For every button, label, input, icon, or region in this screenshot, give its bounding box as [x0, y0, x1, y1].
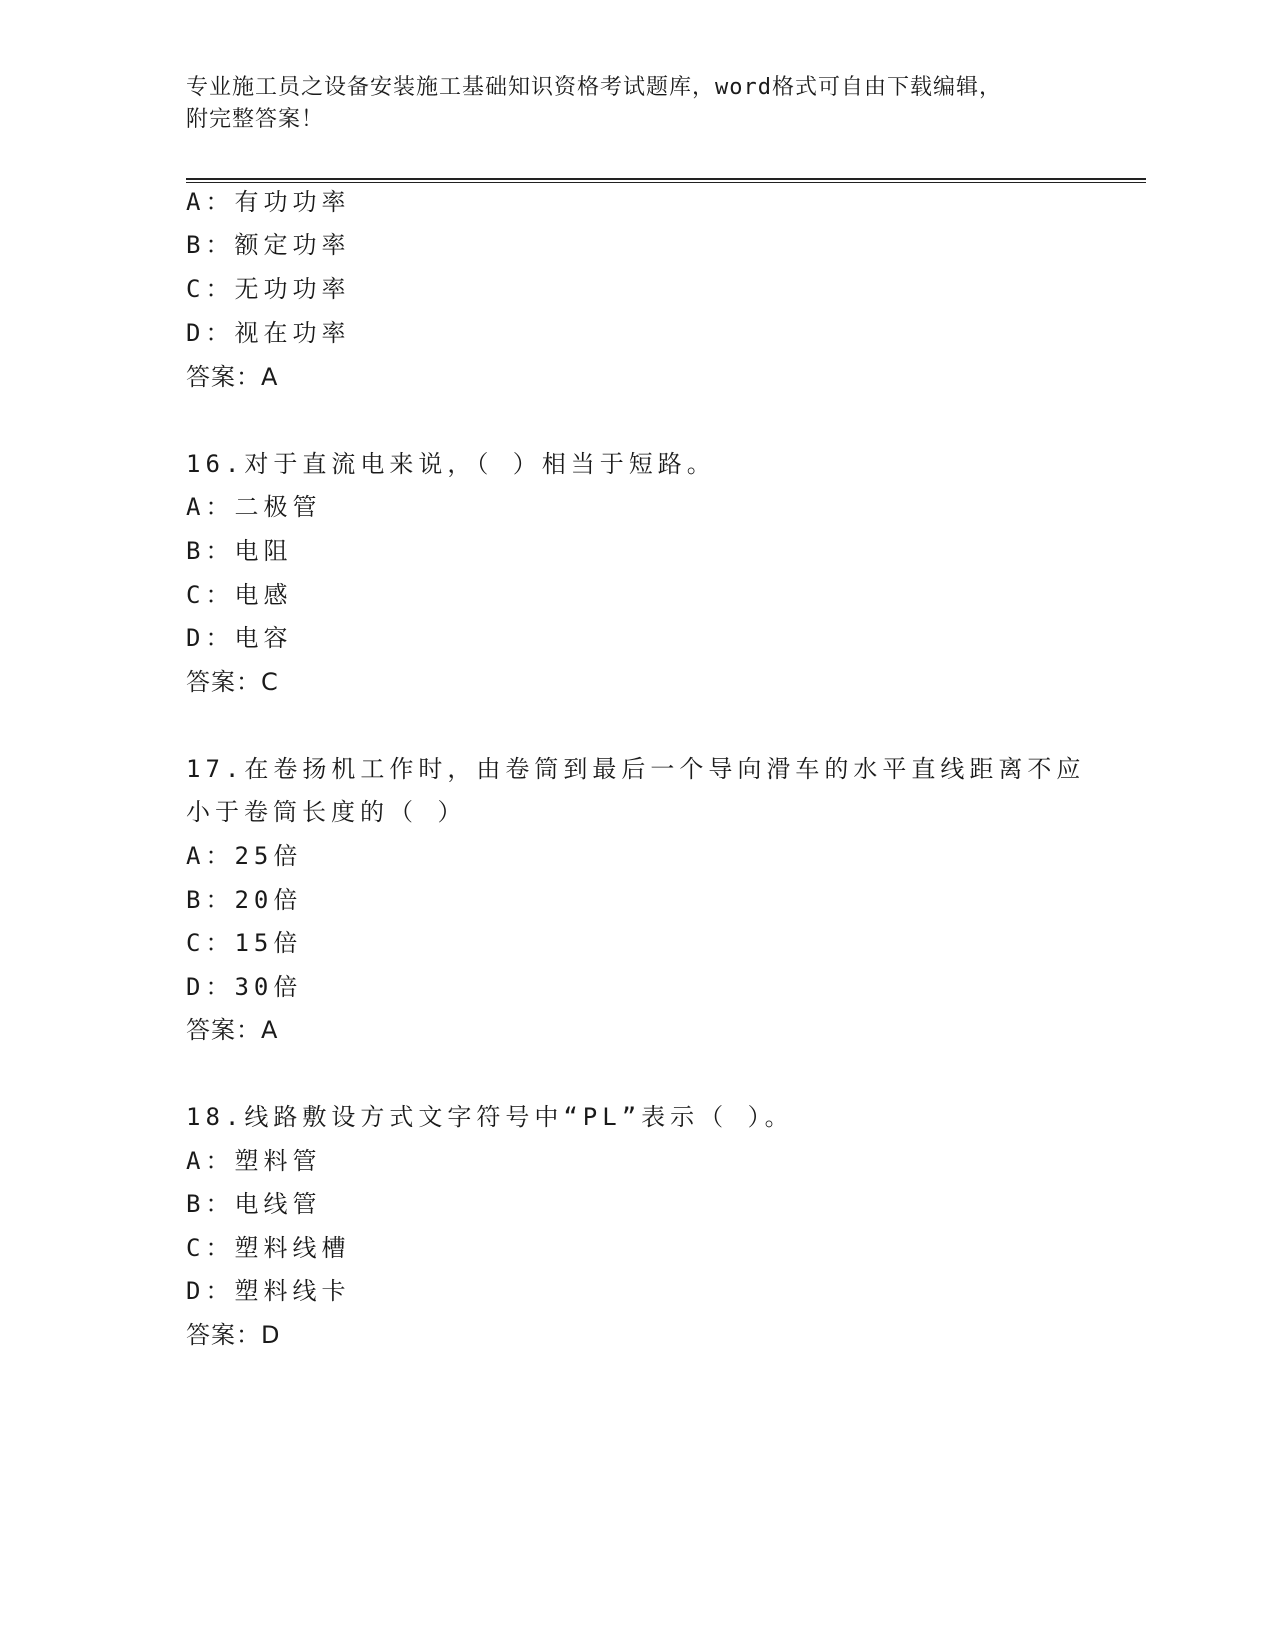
question-stem-continued: 小于卷筒长度的（ ）: [186, 798, 467, 826]
answer-line: 答案：D: [186, 1321, 281, 1349]
question-stem: 17.在卷扬机工作时，由卷筒到最后一个导向滑车的水平直线距离不应: [186, 755, 1086, 783]
option-b: B：电阻: [186, 537, 293, 565]
header-line-2: 附完整答案！: [186, 107, 325, 132]
option-a: A：塑料管: [186, 1147, 322, 1175]
option-d: D：30倍: [186, 973, 303, 1001]
option-d: D：塑料线卡: [186, 1277, 351, 1305]
answer-line: 答案：C: [186, 668, 279, 696]
option-d: D：视在功率: [186, 319, 351, 347]
question-stem: 18.线路敷设方式文字符号中“PL”表示（ ）。: [186, 1103, 794, 1131]
option-c: C：电感: [186, 581, 293, 609]
document-header: [186, 72, 1066, 136]
question-stem: 16.对于直流电来说，（ ）相当于短路。: [186, 450, 716, 478]
option-b: B：额定功率: [186, 231, 351, 259]
option-b: B：20倍: [186, 886, 303, 914]
option-a: A：25倍: [186, 842, 303, 870]
header-divider: [186, 178, 1146, 183]
answer-line: 答案：A: [186, 1016, 279, 1044]
option-a: A：二极管: [186, 493, 322, 521]
option-c: C：无功功率: [186, 275, 351, 303]
answer-line: 答案：A: [186, 363, 279, 391]
option-c: C：塑料线槽: [186, 1234, 351, 1262]
option-d: D：电容: [186, 624, 293, 652]
option-a: A：有功功率: [186, 188, 351, 216]
option-b: B：电线管: [186, 1190, 322, 1218]
header-line-1: 专业施工员之设备安装施工基础知识资格考试题库，word格式可自由下载编辑，: [186, 75, 1002, 100]
option-c: C：15倍: [186, 929, 303, 957]
